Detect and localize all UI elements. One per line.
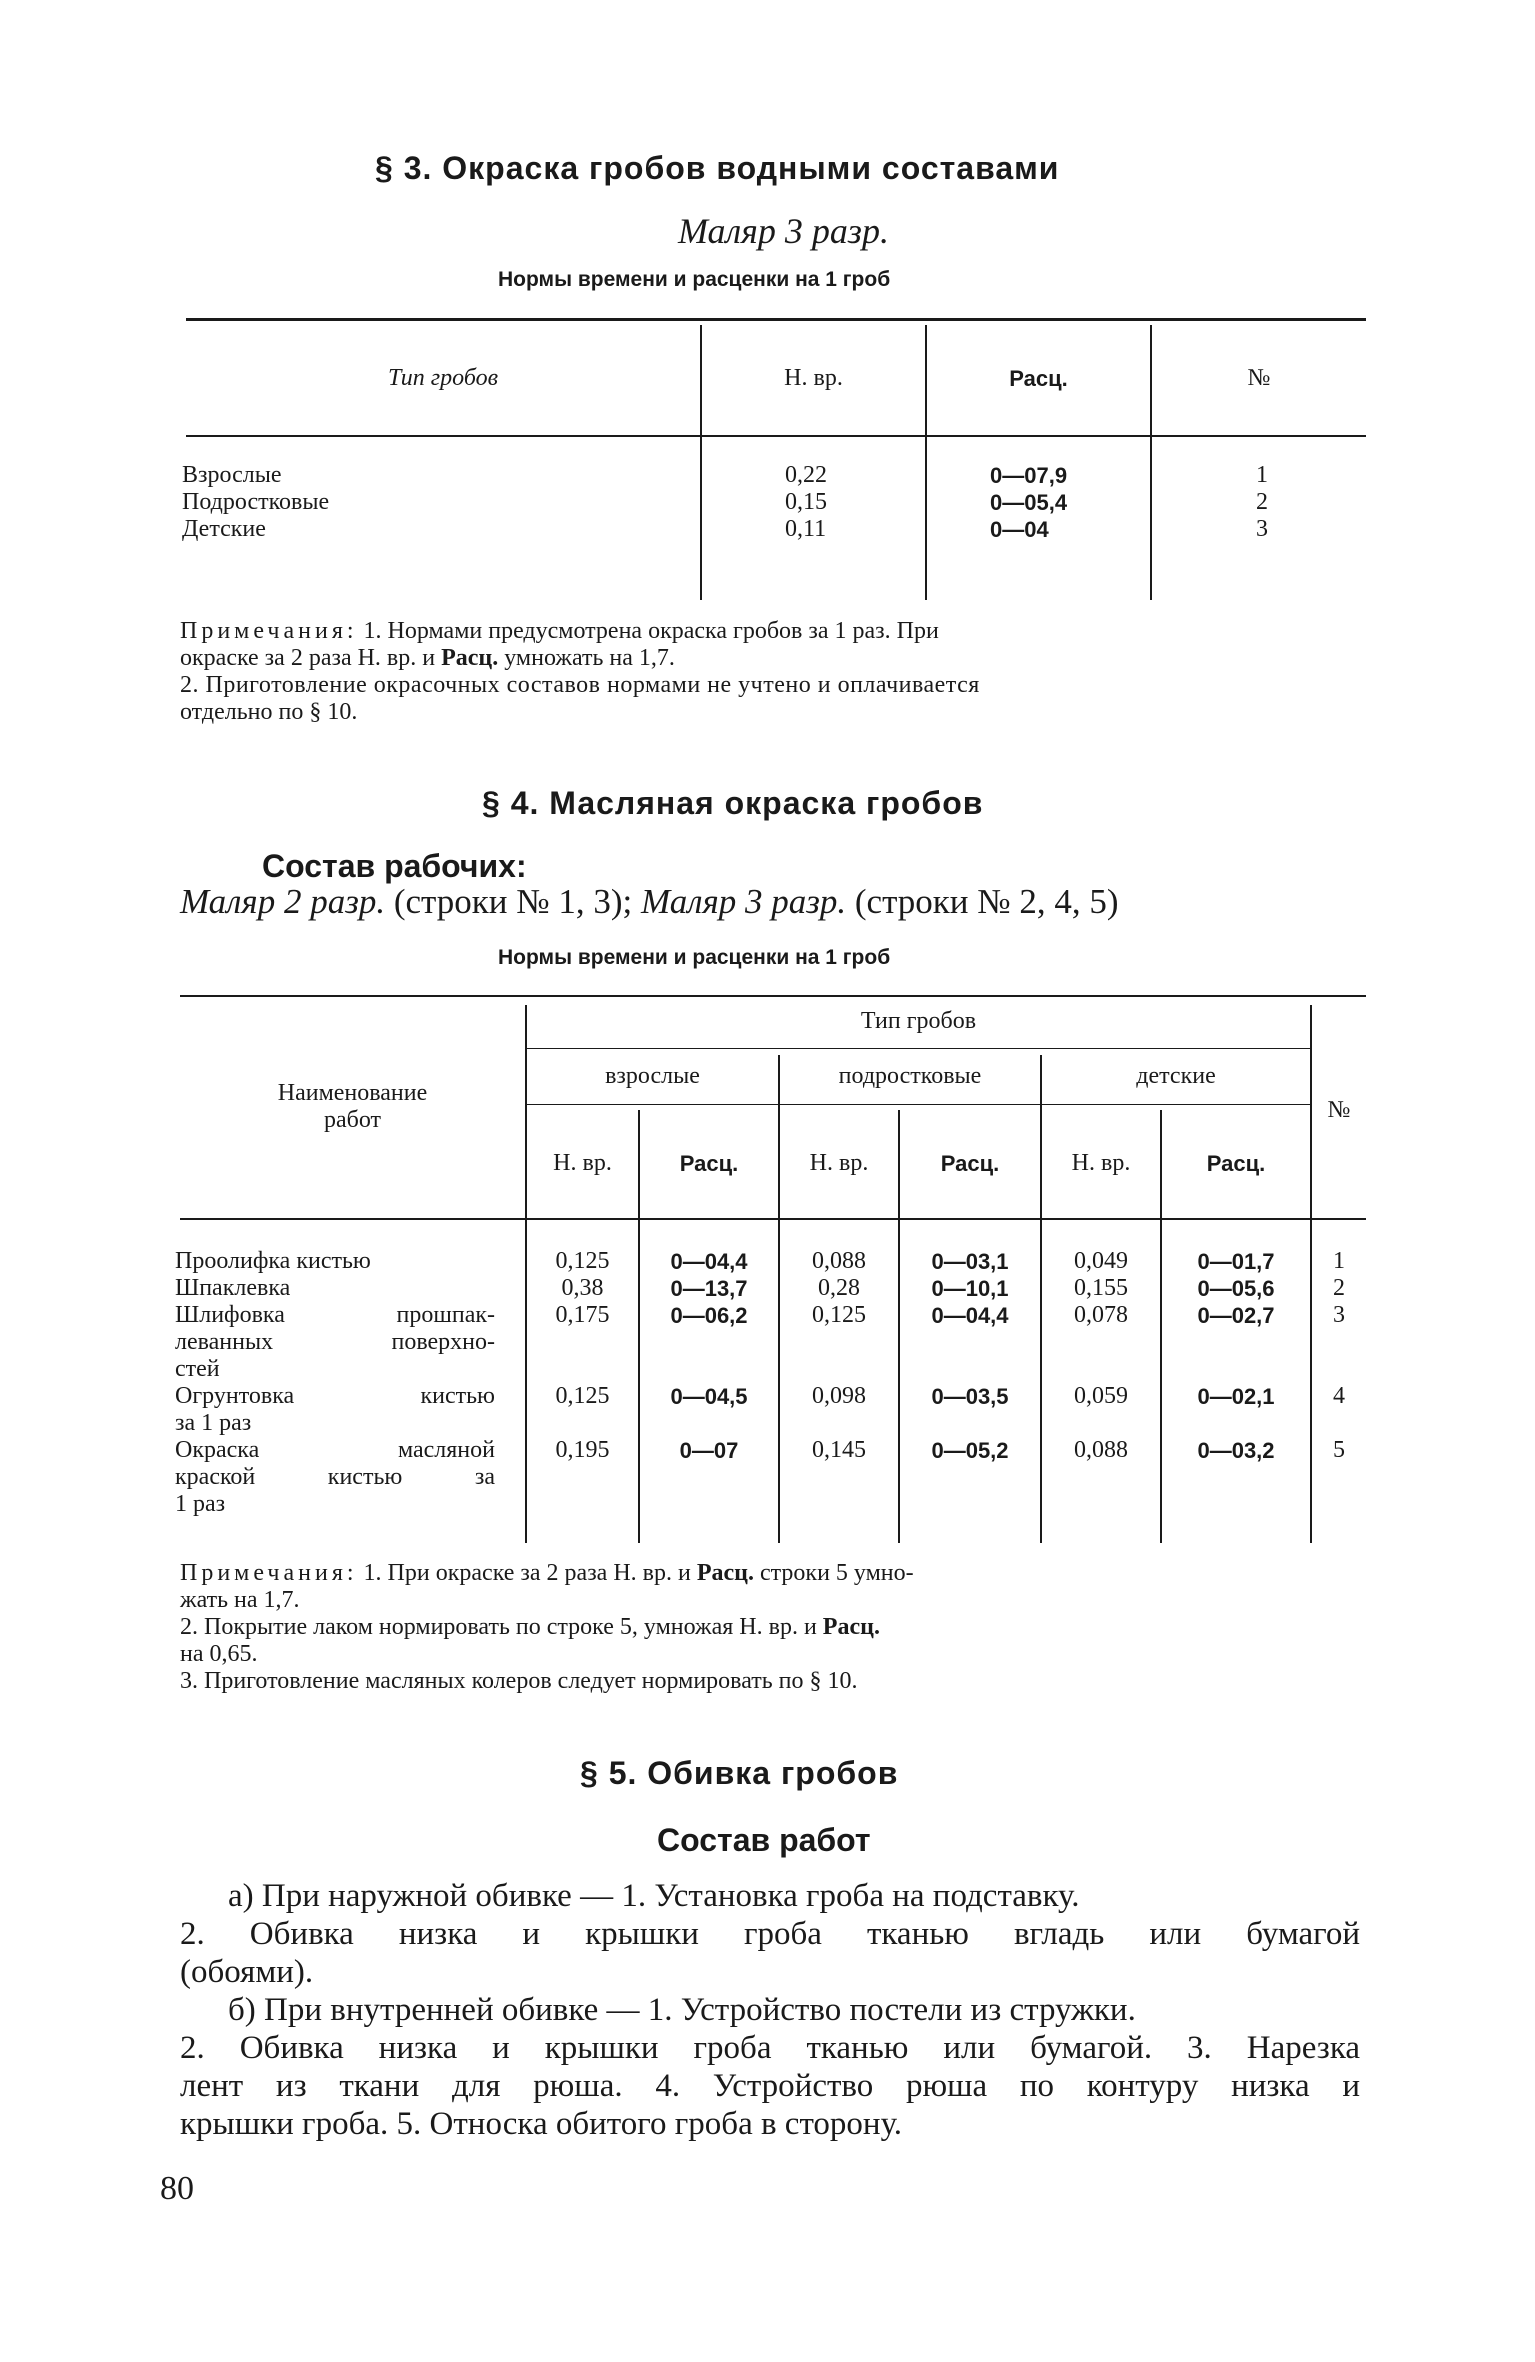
row-child-time: 0,088: [1074, 1437, 1128, 1463]
section5-title: § 5. Обивка гробов: [580, 1755, 899, 1791]
worker-grade-2: Маляр 2 разр.: [180, 882, 386, 921]
row-child-rate: 0—01,7: [1197, 1249, 1275, 1274]
row-rate: 0—07,9: [990, 463, 1068, 488]
row-teen-rate: 0—10,1: [931, 1276, 1009, 1301]
row-type: Взрослые: [182, 462, 282, 488]
section4-title: § 4. Масляная окраска гробов: [482, 785, 984, 821]
row-type: Подростковые: [182, 489, 330, 515]
note-text: 2. Покрытие лаком нормировать по строке 5, умножая Н. вр. и: [180, 1614, 823, 1640]
row-adult-time: 0,38: [561, 1275, 604, 1301]
section3-table-caption: Нормы времени и расценки на 1 гроб: [498, 268, 891, 291]
row-child-time: 0,049: [1074, 1248, 1128, 1274]
row-child-rate: 0—02,1: [1197, 1384, 1275, 1409]
paragraph-line: б) При внутренней обивке — 1. Устройство постели из стружки.: [228, 1992, 1136, 2028]
table-top-rule: [180, 995, 1366, 997]
row-time: 0,11: [785, 516, 827, 542]
row-num: 2: [1333, 1275, 1345, 1301]
note-text: 1. При окраске за 2 раза Н. вр. и: [357, 1560, 697, 1586]
row-adult-time: 0,125: [555, 1248, 610, 1274]
paragraph-line: крышки гроба. 5. Относка обитого гроба в сторону.: [180, 2106, 903, 2142]
note-line: жать на 1,7.: [180, 1587, 300, 1613]
note-line: [180, 1614, 880, 1641]
row-adult-rate: 0—04,4: [670, 1249, 748, 1274]
paragraph-line: лент из ткани для рюша. 4. Устройство рюша по контуру низка и: [180, 2068, 1360, 2104]
section4-table-caption: Нормы времени и расценки на 1 гроб: [498, 946, 891, 969]
paragraph-line: (обоями).: [180, 1954, 314, 1990]
row-time: 0,22: [785, 462, 827, 488]
row-name-line: за 1 раз: [175, 1410, 252, 1436]
header-adult-time: Н. вр.: [553, 1150, 612, 1176]
notes-label: Примечания:: [180, 618, 358, 644]
section4-composition-label: Состав рабочих:: [262, 848, 527, 884]
note-line: 2. Приготовление окрасочных составов нормами не учтено и оплачивается: [180, 672, 980, 698]
row-child-time: 0,059: [1074, 1383, 1128, 1409]
row-name: Проолифка кистью: [175, 1248, 371, 1274]
header-type-group: Тип гробов: [860, 1008, 977, 1034]
row-name-line: краской кистью за: [175, 1464, 495, 1490]
row-name: Шпаклевка: [175, 1275, 291, 1301]
row-adult-rate: 0—04,5: [670, 1384, 748, 1409]
row-num: 3: [1256, 516, 1268, 542]
section5-subtitle: Состав работ: [657, 1822, 871, 1858]
row-rate: 0—05,4: [990, 490, 1068, 515]
section3-worker: Маляр 3 разр.: [678, 211, 889, 251]
row-teen-rate: 0—03,5: [931, 1384, 1009, 1409]
header-work-line1: Наименование: [277, 1080, 428, 1106]
row-num: 3: [1333, 1302, 1345, 1328]
header-num: №: [1327, 1097, 1351, 1123]
table-header-rule: [186, 435, 1366, 437]
note-text: окраске за 2 раза Н. вр. и: [180, 645, 442, 671]
row-child-rate: 0—03,2: [1197, 1438, 1275, 1463]
note-line: отдельно по § 10.: [180, 699, 358, 725]
note-line: [180, 1560, 914, 1587]
row-adult-time: 0,195: [555, 1437, 610, 1463]
note-text: строки 5 умно-: [753, 1560, 914, 1586]
row-type: Детские: [182, 516, 266, 542]
header-child-rate: Расц.: [1206, 1151, 1266, 1176]
header-type: Тип гробов: [388, 365, 498, 391]
row-teen-time: 0,125: [812, 1302, 866, 1328]
note-rate: Расц.: [696, 1560, 754, 1586]
note-line: [180, 645, 675, 672]
note-text: умножать на 1,7.: [498, 645, 675, 671]
row-teen-time: 0,145: [812, 1437, 866, 1463]
note-text: 1. Нормами предусмотрена окраска гробов за 1 раз. При: [357, 618, 939, 644]
row-teen-rate: 0—05,2: [931, 1438, 1009, 1463]
paragraph-line: 2. Обивка низка и крышки гроба тканью вгладь или бумагой: [180, 1916, 1360, 1952]
row-name-line: леванных поверхно-: [175, 1329, 495, 1355]
row-teen-time: 0,28: [818, 1275, 860, 1301]
row-num: 4: [1333, 1383, 1345, 1409]
note-line: 3. Приготовление масляных колеров следует нормировать по § 10.: [180, 1668, 858, 1694]
note-line: на 0,65.: [180, 1641, 258, 1667]
header-adult-rate: Расц.: [679, 1151, 739, 1176]
header-work-line2: работ: [323, 1107, 382, 1133]
row-name: [175, 1437, 495, 1518]
row-name-line: Огрунтовка кистью: [175, 1383, 495, 1409]
row-teen-time: 0,088: [812, 1248, 866, 1274]
header-time: Н. вр.: [784, 365, 843, 391]
row-rate: 0—04: [990, 517, 1049, 542]
row-num: 1: [1333, 1248, 1345, 1274]
row-adult-time: 0,125: [555, 1383, 610, 1409]
row-name-line: Шлифовка прошпак-: [175, 1302, 495, 1328]
rows-ref: (строки № 2, 4, 5): [846, 882, 1119, 921]
note-rate: Расц.: [822, 1614, 880, 1640]
header-teen-rate: Расц.: [940, 1151, 1000, 1176]
table-top-rule: [186, 318, 1366, 321]
row-teen-rate: 0—03,1: [931, 1249, 1009, 1274]
group-rule: [525, 1048, 1310, 1049]
row-num: 5: [1333, 1437, 1345, 1463]
note-line: [180, 618, 1370, 645]
row-name-line: Окраска масляной: [175, 1437, 495, 1463]
header-rate: Расц.: [1009, 366, 1068, 391]
header-teen-time: Н. вр.: [809, 1150, 869, 1176]
row-adult-rate: 0—07: [679, 1438, 739, 1463]
row-name-line: стей: [175, 1356, 220, 1382]
header-child: детские: [1136, 1063, 1216, 1089]
row-teen-rate: 0—04,4: [931, 1303, 1009, 1328]
header-child-time: Н. вр.: [1071, 1150, 1131, 1176]
paragraph-line: а) При наружной обивке — 1. Установка гроба на подставку.: [228, 1878, 1080, 1914]
row-name: [175, 1302, 495, 1383]
subgroup-rule: [525, 1104, 1310, 1105]
worker-grade-3: Маляр 3 разр.: [641, 882, 847, 921]
notes-label: Примечания:: [180, 1560, 358, 1586]
header-adult: взрослые: [605, 1063, 700, 1089]
row-name-line: 1 раз: [175, 1491, 226, 1517]
row-adult-rate: 0—06,2: [670, 1303, 748, 1328]
page-number: 80: [160, 2170, 194, 2207]
header-num: №: [1247, 365, 1271, 391]
row-adult-rate: 0—13,7: [670, 1276, 748, 1301]
section4-composition: [180, 882, 1119, 922]
header-teen: подростковые: [838, 1063, 982, 1089]
row-name: [175, 1383, 495, 1437]
paragraph-line: 2. Обивка низка и крышки гроба тканью или бумагой. 3. Нарезка: [180, 2030, 1360, 2066]
row-child-time: 0,155: [1074, 1275, 1128, 1301]
row-time: 0,15: [785, 489, 827, 515]
rows-ref: (строки № 1, 3);: [385, 882, 642, 921]
row-child-time: 0,078: [1074, 1302, 1128, 1328]
row-child-rate: 0—02,7: [1197, 1303, 1275, 1328]
table-header-rule: [180, 1218, 1366, 1220]
note-rate: Расц.: [441, 645, 499, 671]
row-child-rate: 0—05,6: [1197, 1276, 1275, 1301]
row-teen-time: 0,098: [812, 1383, 866, 1409]
row-adult-time: 0,175: [555, 1302, 610, 1328]
section3-title: § 3. Окраска гробов водными составами: [375, 150, 1060, 186]
row-num: 2: [1256, 489, 1268, 515]
row-num: 1: [1256, 462, 1268, 488]
